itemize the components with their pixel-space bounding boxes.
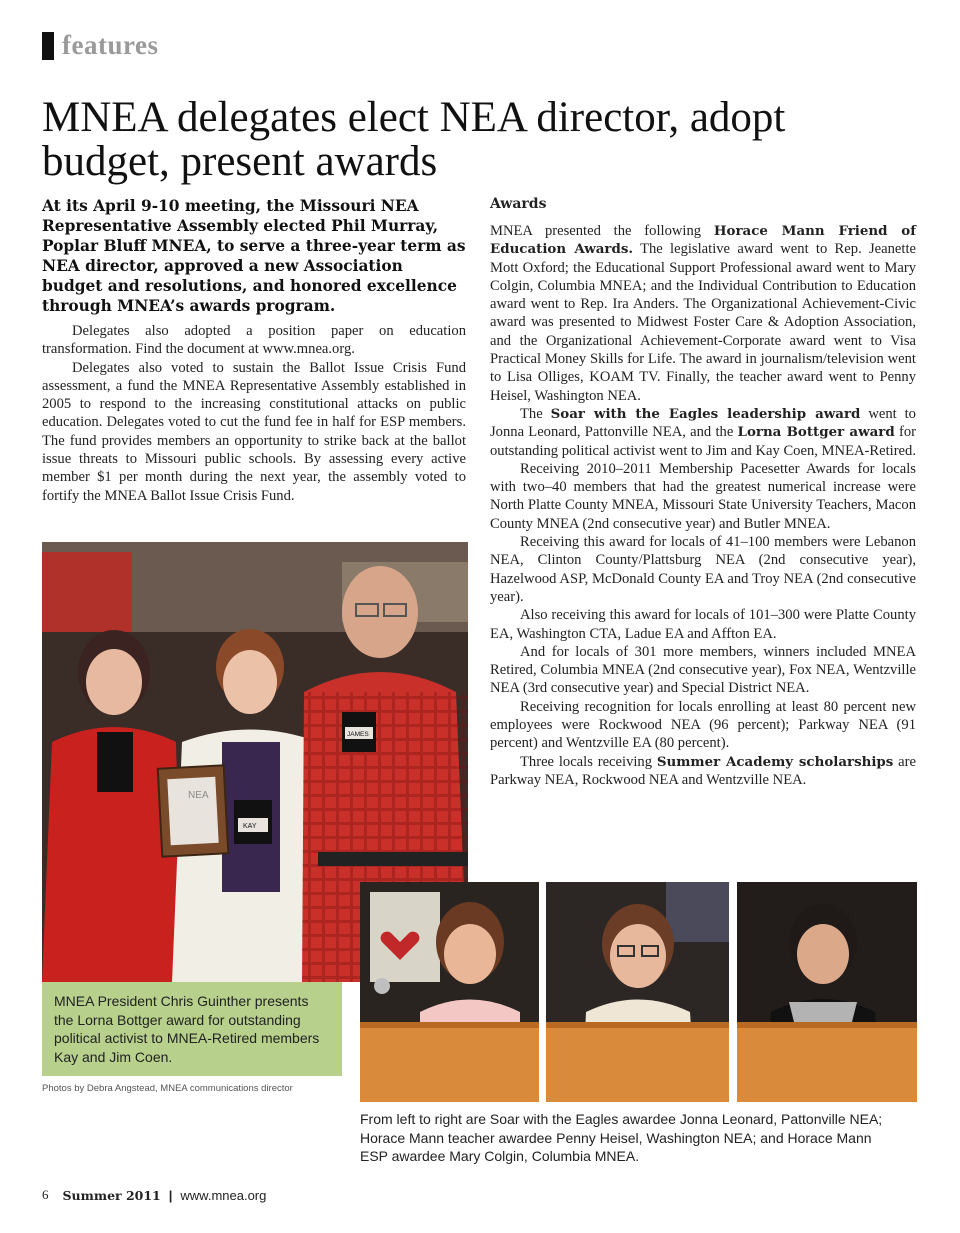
awards-heading: Awards — [490, 196, 547, 212]
body-paragraph: Delegates also voted to sustain the Ballot Issue Crisis Fund assessment, a fund the MNEA Representative Assembly established in 2005 to respond to the increasing constitutional attacks on public education. Delegates voted to cut the fund fee in half for ESP members. The fund provides members an opportunity to strike back at the ballot issue threats to Missouri public schools. By assessing every active member $1 per month during the next year, the assembly voted to fortify the MNEA Ballot Issue Crisis Fund. — [42, 359, 466, 504]
section-label: features — [62, 30, 159, 60]
bold-run: Summer Academy scholarships — [656, 753, 894, 770]
section-tag — [42, 30, 158, 61]
photo-credit: Photos by Debra Angstead, MNEA communications director — [42, 1083, 293, 1094]
awards-paragraph: Receiving this award for locals of 41–100 members were Lebanon NEA, Clinton County/Plattsburg NEA (2nd consecutive year), Hazelwood ASP, McDonald County EA and Troy NEA (2nd consecutive year). — [490, 534, 916, 605]
photo-jonna-leonard-illustration — [360, 882, 539, 1102]
text-run: went to Jonna Leonard, Pattonville NEA, and the — [490, 405, 916, 441]
right-column — [490, 196, 916, 789]
left-column — [42, 196, 466, 505]
text-run: The legislative award went to Rep. Jeanette Mott Oxford; the Educational Support Professional award went to Mary Colgin, Columbia MNEA; and the Individual Contribution to Education award went to Rep. Ira Anders. The Organizational Achievement-Civic award was presented to Midwest Foster Care & Adoption Association, and the Organizational Achievement-Corporate award went to Visa Practical Money Skills for Life. The award in journalism/television went to Lisa Olliges, KOAM TV. Finally, the teacher award went to Penny Heisel, Washington NEA. — [490, 241, 916, 404]
section-bar — [42, 32, 54, 60]
photo-mary-colgin-illustration — [737, 882, 917, 1102]
bold-run: Lorna Bottger award — [737, 424, 895, 441]
text-run: Three locals receiving — [520, 753, 657, 770]
badge-james: JAMES — [347, 731, 369, 738]
photo-caption: MNEA President Chris Guinther presents the Lorna Bottger award for outstanding political activist to MNEA-Retired members Kay and Jim Coen. — [54, 993, 320, 1065]
awards-paragraph — [490, 405, 916, 460]
awards-paragraph: Also receiving this award for locals of 101–300 were Platte County EA, Washington CTA, Ladue EA and Affton EA. — [490, 607, 916, 642]
text-run: MNEA presented the following — [490, 223, 714, 239]
awards-paragraph — [490, 222, 916, 405]
photo-mary-colgin — [737, 882, 917, 1102]
body-paragraph: Delegates also adopted a position paper on education transformation. Find the document at www.mnea.org. — [42, 323, 466, 358]
photo-penny-heisel — [546, 882, 729, 1102]
footer-url-link[interactable]: www.mnea.org — [180, 1187, 267, 1203]
issue-label: Summer 2011 — [62, 1187, 161, 1203]
photo-penny-heisel-illustration — [546, 882, 729, 1102]
awards-paragraph: Receiving 2010–2011 Membership Pacesetter Awards for locals with two–40 members that had the greatest numerical increase were North Platte County MNEA, Missouri State University Teachers, Macon County MNEA (2nd consecutive year) and Butler MNEA. — [490, 460, 916, 532]
plaque-label: NEA — [188, 790, 209, 801]
text-run: are Parkway NEA, Rockwood NEA and Wentzville NEA. — [490, 753, 916, 788]
footer-separator: | — [168, 1187, 173, 1203]
page-number: 6 — [42, 1187, 49, 1202]
text-run: for outstanding political activist went to Jim and Kay Coen, MNEA-Retired. — [490, 424, 916, 459]
bold-run: Soar with the Eagles leadership award — [550, 405, 861, 422]
photo-jonna-leonard — [360, 882, 539, 1102]
bold-run: Horace Mann Friend of Education Awards. — [490, 223, 916, 258]
headline: MNEA delegates elect NEA director, adopt budget, present awards — [42, 94, 786, 185]
lede: At its April 9-10 meeting, the Missouri NEA Representative Assembly elected Phil Murray, Poplar Bluff MNEA, to serve a three-year term as NEA director, approved a new Association budget and resolutions, and honored excellence through MNEA’s awards program. — [42, 197, 466, 315]
text-run: The — [520, 405, 551, 422]
photo-caption-box — [42, 982, 342, 1076]
page-footer — [42, 1187, 266, 1203]
awards-paragraph: Receiving recognition for locals enrolling at least 80 percent new employees were Rockwood NEA (96 percent); Parkway NEA (91 percent) and Wentzville EA (80 percent). — [490, 698, 916, 752]
awards-paragraph — [490, 753, 916, 790]
badge-kay: KAY — [243, 823, 257, 830]
photo-strip-caption: From left to right are Soar with the Eagles awardee Jonna Leonard, Pattonville NEA; Horace Mann teacher awardee Penny Heisel, Washington NEA; and Horace Mann ESP awardee Mary Colgin, Columbia MNEA. — [360, 1111, 883, 1164]
awards-paragraph: And for locals of 301 more members, winners included MNEA Retired, Columbia MNEA (2nd consecutive year), Fox NEA, Wentzville NEA (3rd consecutive year) and Special District NEA. — [490, 643, 916, 697]
